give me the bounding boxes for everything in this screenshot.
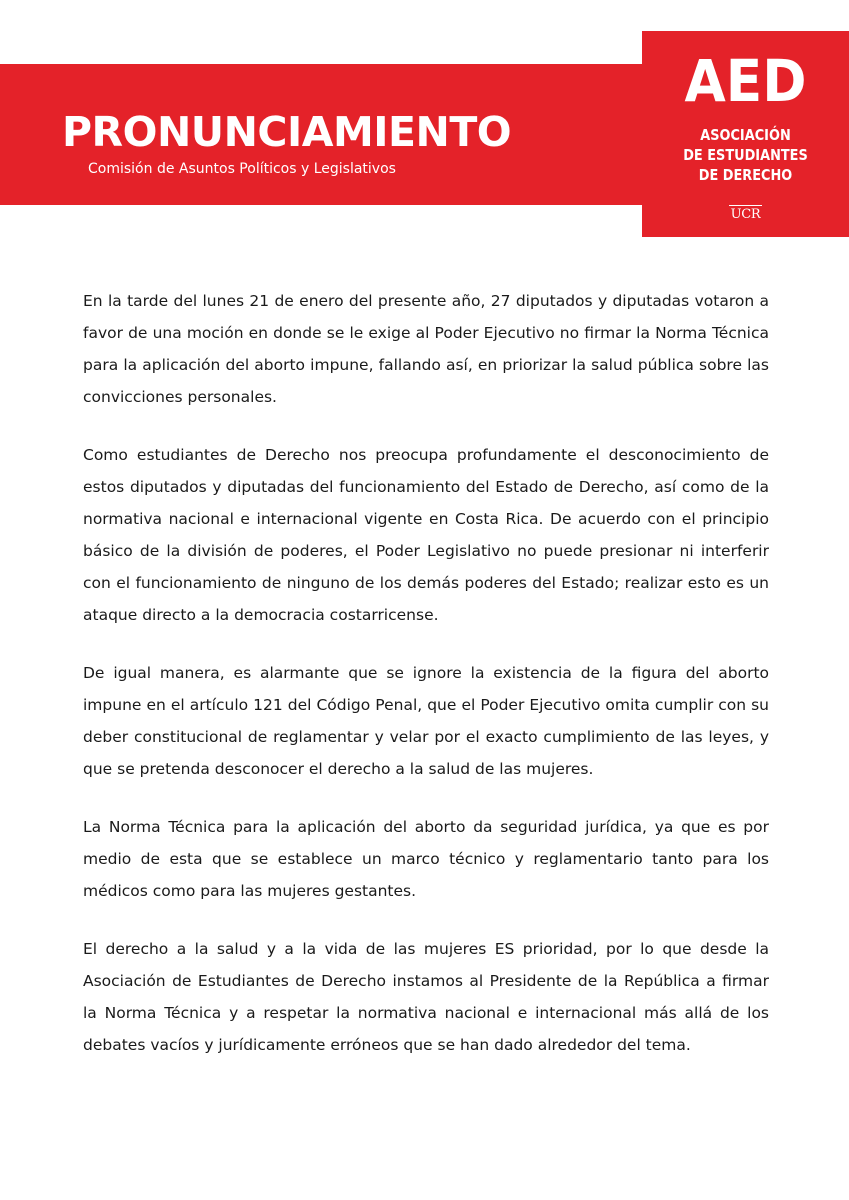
paragraph: Como estudiantes de Derecho nos preocupa profundamente el desconocimiento de estos diputados y diputadas del funcionamiento del Estado de Derecho, así como de la normativa nacional e internacional vigente en Costa Rica. De acuerdo con el principio básico de la división de poderes, el Poder Legislativo no puede presionar ni interferir con el funcionamiento de ninguno de los demás poderes del Estado; realizar esto es un ataque directo a la democracia costarricense. bbox=[83, 446, 769, 624]
page-title: PRONUNCIAMIENTO bbox=[62, 108, 512, 156]
ucr-logo-bar bbox=[729, 205, 762, 206]
statement-body bbox=[83, 285, 769, 1087]
logo-name-line-3: DE DERECHO bbox=[698, 166, 793, 184]
ucr-logo: UCR bbox=[730, 207, 761, 222]
paragraph: El derecho a la salud y a la vida de las mujeres ES prioridad, por lo que desde la Asociación de Estudiantes de Derecho instamos al Presidente de la República a firmar la Norma Técnica y a respetar la normativa nacional e internacional más allá de los debates vacíos y jurídicamente erróneos que se han dado alrededor del tema. bbox=[83, 940, 769, 1054]
logo-name-line-2: DE ESTUDIANTES bbox=[683, 146, 808, 164]
paragraph: En la tarde del lunes 21 de enero del presente año, 27 diputados y diputadas votaron a favor de una moción en donde se le exige al Poder Ejecutivo no firmar la Norma Técnica para la aplicación del aborto impune, fallando así, en priorizar la salud pública sobre las convicciones personales. bbox=[83, 292, 769, 406]
page-subtitle: Comisión de Asuntos Políticos y Legislativos bbox=[88, 161, 396, 177]
logo-acronym: AED bbox=[684, 47, 807, 115]
paragraph: De igual manera, es alarmante que se ignore la existencia de la figura del aborto impune en el artículo 121 del Código Penal, que el Poder Ejecutivo omita cumplir con su deber constitucional de reglamentar y velar por el exacto cumplimiento de las leyes, y que se pretenda desconocer el derecho a la salud de las mujeres. bbox=[83, 664, 769, 778]
logo-name-line-1: ASOCIACIÓN bbox=[700, 126, 791, 144]
paragraph: La Norma Técnica para la aplicación del aborto da seguridad jurídica, ya que es por medio de esta que se establece un marco técnico y reglamentario tanto para los médicos como para las mujeres gestantes. bbox=[83, 818, 769, 900]
aed-logo bbox=[642, 31, 849, 237]
